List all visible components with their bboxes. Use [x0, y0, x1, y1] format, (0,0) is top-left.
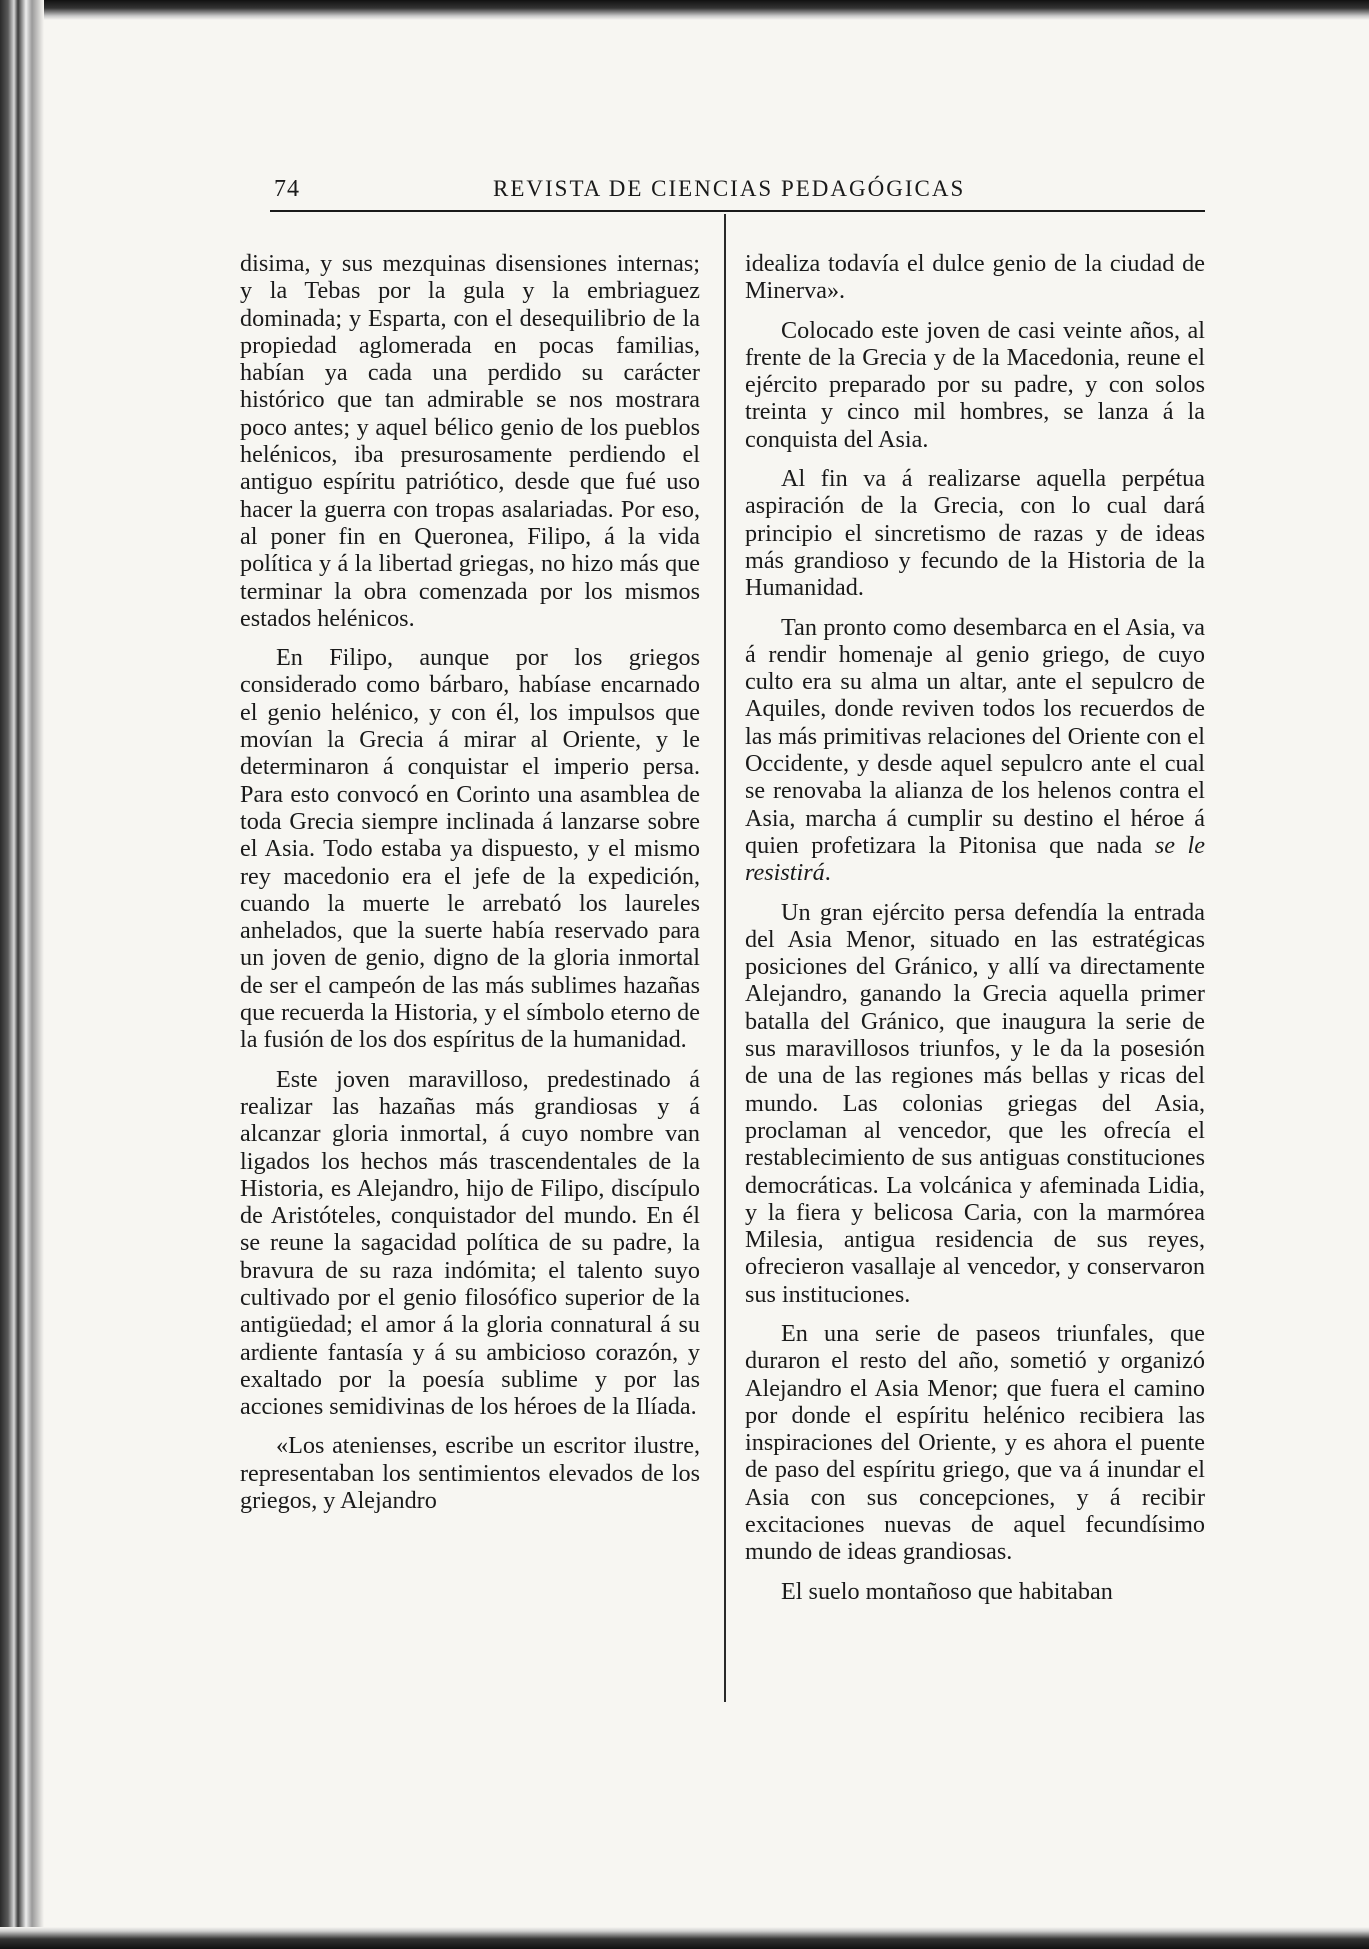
scan-edge-top — [0, 0, 1369, 20]
paragraph-with-italic — [745, 614, 1205, 887]
scan-edge-bottom — [0, 1927, 1369, 1949]
paragraph: Al fin va á realizarse aquella perpétua aspiración de la Grecia, con lo cual dará principio el sincretismo de razas y de ideas más grandioso y fecundo de la Historia de la Humanidad. — [745, 465, 1205, 602]
paragraph: disima, y sus mezquinas disensiones internas; y la Tebas por la gula y la embriaguez dominada; y Esparta, con el desequilibrio de la propiedad aglomerada en pocas familias, habían ya cada una perdido su carácter histórico que tan admirable se nos mostrara poco antes; y aquel bélico genio de los pueblos helénicos, iba presurosamente perdiendo el antiguo espíritu patriótico, desde que fué uso hacer la guerra con tropas asalariadas. Por eso, al poner fin en Queronea, Filipo, á la vida política y á la libertad griegas, no hizo más que terminar la obra comenzada por los mismos estados helénicos. — [240, 250, 700, 632]
paragraph: En Filipo, aunque por los griegos considerado como bárbaro, habíase encarnado el genio helénico, y con él, los impulsos que movían la Grecia á mirar al Oriente, y le determinaron á conquistar el imperio persa. Para esto convocó en Corinto una asamblea de toda Grecia siempre inclinada á lanzarse sobre el Asia. Todo estaba ya dispuesto, y el mismo rey macedonio era el jefe de la expedición, cuando la muerte le arrebató los laureles anhelados, que la suerte había reservado para un joven de genio, digno de la gloria inmortal de ser el campeón de las más sublimes hazañas que recuerda la Historia, y el símbolo eterno de la fusión de los dos espíritus de la humanidad. — [240, 644, 700, 1054]
page-number: 74 — [274, 176, 300, 202]
paragraph: Este joven maravilloso, predestinado á realizar las hazañas más grandiosas y á alcanzar gloria inmortal, á cuyo nombre van ligados los hechos más trascendentales de la Historia, es Alejandro, hijo de Filipo, discípulo de Aristóteles, conquistador del mundo. En él se reune la sagacidad política de su padre, la bravura de su raza indómita; el talento suyo cultivado por el genio filosófico superior de la antigüedad; el amor á la gloria connatural á su ardiente fantasía y á su ambicioso corazón, y exaltado por la poesía sublime y por las acciones semidivinas de los héroes de la Ilíada. — [240, 1065, 700, 1421]
paragraph: El suelo montañoso que habitaban — [781, 1577, 1113, 1605]
paragraph-text: Tan pronto como desembarca en el Asia, va á rendir homenaje al genio griego, de cuyo culto era su alma un altar, ante el sepulcro de Aquiles, donde reviven todos los recuerdos de las más primitivas relaciones del Oriente con el Occidente, y desde aquel sepulcro ante el cual se renovaba la alianza de los helenos contra el Asia, marcha á cumplir su destino el héroe á quien profetizara la Pitonisa que nada — [745, 613, 1205, 859]
column-rule — [724, 214, 726, 1702]
scan-edge-left — [0, 0, 44, 1949]
paragraph: Un gran ejército persa defendía la entrada del Asia Menor, situado en las estratégicas posiciones del Gránico, y allí va directamente Alejandro, ganando la Grecia aquella primer batalla del Gránico, que inaugura la serie de sus maravillosos triunfos, y le da la posesión de una de las regiones más bellas y ricas del mundo. Las colonias griegas del Asia, proclaman al vencedor, que les ofrecía el restablecimiento de sus antiguas constituciones democráticas. La volcánica y afeminada Lidia, y la fiera y belicosa Caria, con la marmórea Milesia, antigua residencia de sus reyes, ofrecieron vasallaje al vencedor, y conservaron sus instituciones. — [745, 898, 1205, 1308]
left-column — [240, 250, 700, 1514]
italic-phrase: se le resistirá — [745, 831, 1205, 887]
paragraph: idealiza todavía el dulce genio de la ciudad de Minerva». — [745, 250, 1205, 305]
paragraph: Colocado este joven de casi veinte años, al frente de la Grecia y de la Macedonia, reune el ejército preparado por su padre, y con solos treinta y cinco mil hombres, se lanza á la conquista del Asia. — [745, 316, 1205, 453]
italic-tail: . — [824, 859, 831, 887]
right-column — [745, 250, 1205, 1605]
running-title: REVISTA DE CIENCIAS PEDAGÓGICAS — [493, 176, 966, 201]
paragraph: En una serie de paseos triunfales, que duraron el resto del año, sometió y organizó Alejandro el Asia Menor; que fuera el camino por donde el espíritu helénico recibiera las inspiraciones del Oriente, y es ahora el puente de paso del espíritu griego, que va á inundar el Asia con sus concepciones, y á recibir excitaciones nuevas de aquel fecundísimo mundo de ideas grandiosas. — [745, 1319, 1205, 1566]
paragraph: «Los atenienses, escribe un escritor ilustre, representaban los sentimientos elevados de los griegos, y Alejandro — [240, 1432, 700, 1515]
page-header — [270, 176, 1205, 212]
